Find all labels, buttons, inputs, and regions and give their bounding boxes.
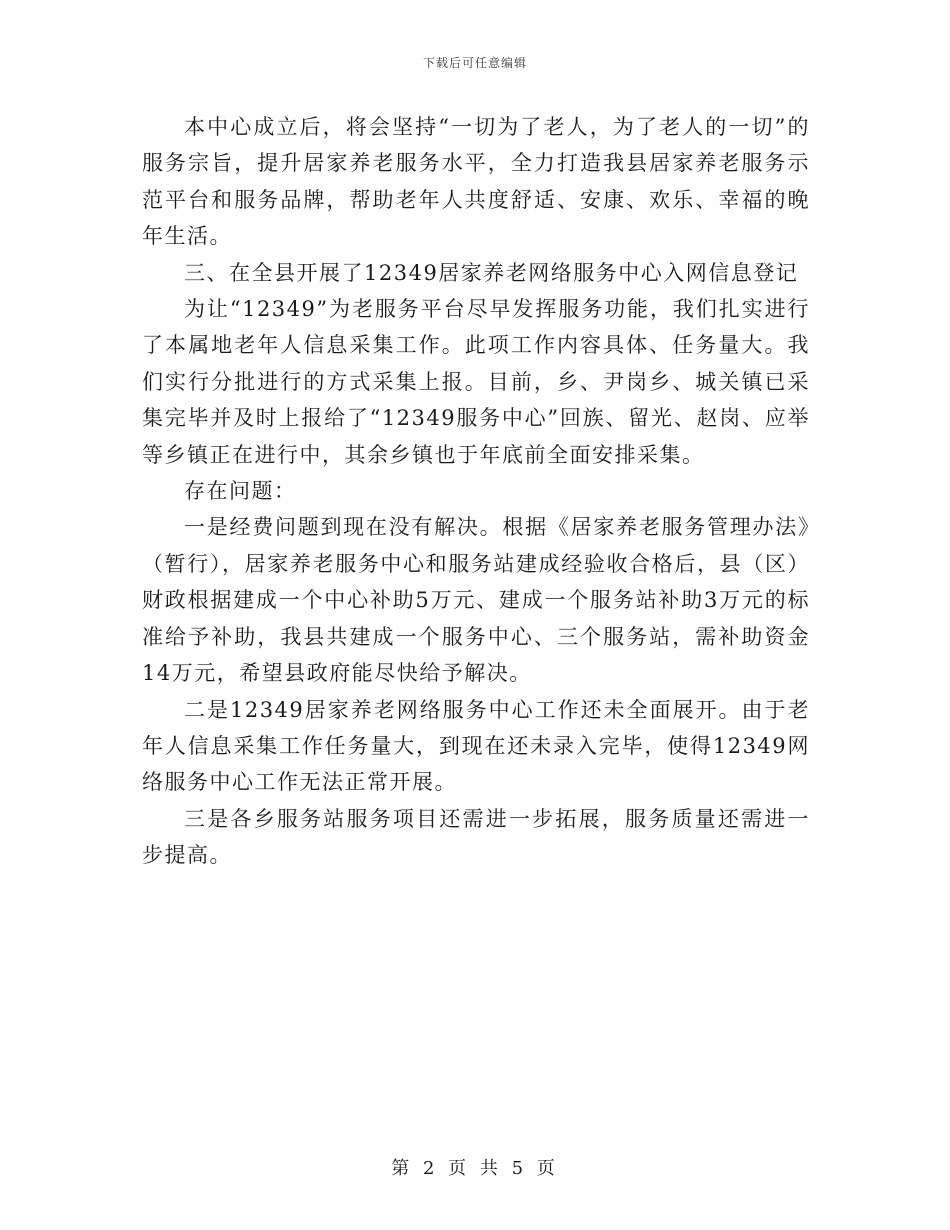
document-body <box>142 109 810 874</box>
paragraph-problem-network-center: 二是12349居家养老网络服务中心工作还未全面展开。由于老年人信息采集工作任务量大，到现在还未录入完毕，使得12349网络服务中心工作无法正常开展。 <box>142 697 810 795</box>
paragraph-center-purpose: 本中心成立后，将会坚持“一切为了老人，为了老人的一切”的服务宗旨，提升居家养老服务水平，全力打造我县居家养老服务示范平台和服务品牌，帮助老年人共度舒适、安康、欢乐、幸福的晚年生活。 <box>142 115 810 249</box>
page-number: 第 2 页 共 5 页 <box>391 1158 559 1179</box>
heading-existing-problems: 存在问题： <box>184 479 297 504</box>
paragraph-problem-funding: 一是经费问题到现在没有解决。根据《居家养老服务管理办法》（暂行），居家养老服务中心和服务站建成经验收合格后，县（区）财政根据建成一个中心补助5万元、建成一个服务站补助3万元的标准给予补助，我县共建成一个服务中心、三个服务站，需补助资金14万元，希望县政府能尽快给予解决。 <box>142 515 810 686</box>
page-header-note: 下载后可任意编辑 <box>422 56 527 70</box>
paragraph-info-collection: 为让“12349”为老服务平台尽早发挥服务功能，我们扎实进行了本属地老年人信息采集工作。此项工作内容具体、任务量大。我们实行分批进行的方式采集上报。目前，乡、尹岗乡、城关镇已采集完毕并及时上报给了“12349服务中心”回族、留光、赵岗、应举等乡镇正在进行中，其余乡镇也于年底前全面安排采集。 <box>142 297 810 467</box>
paragraph-problem-service-quality: 三是各乡服务站服务项目还需进一步拓展，服务质量还需进一步提高。 <box>142 806 810 868</box>
section-heading-12349-registration: 三、在全县开展了12349居家养老网络服务中心入网信息登记 <box>184 260 799 285</box>
